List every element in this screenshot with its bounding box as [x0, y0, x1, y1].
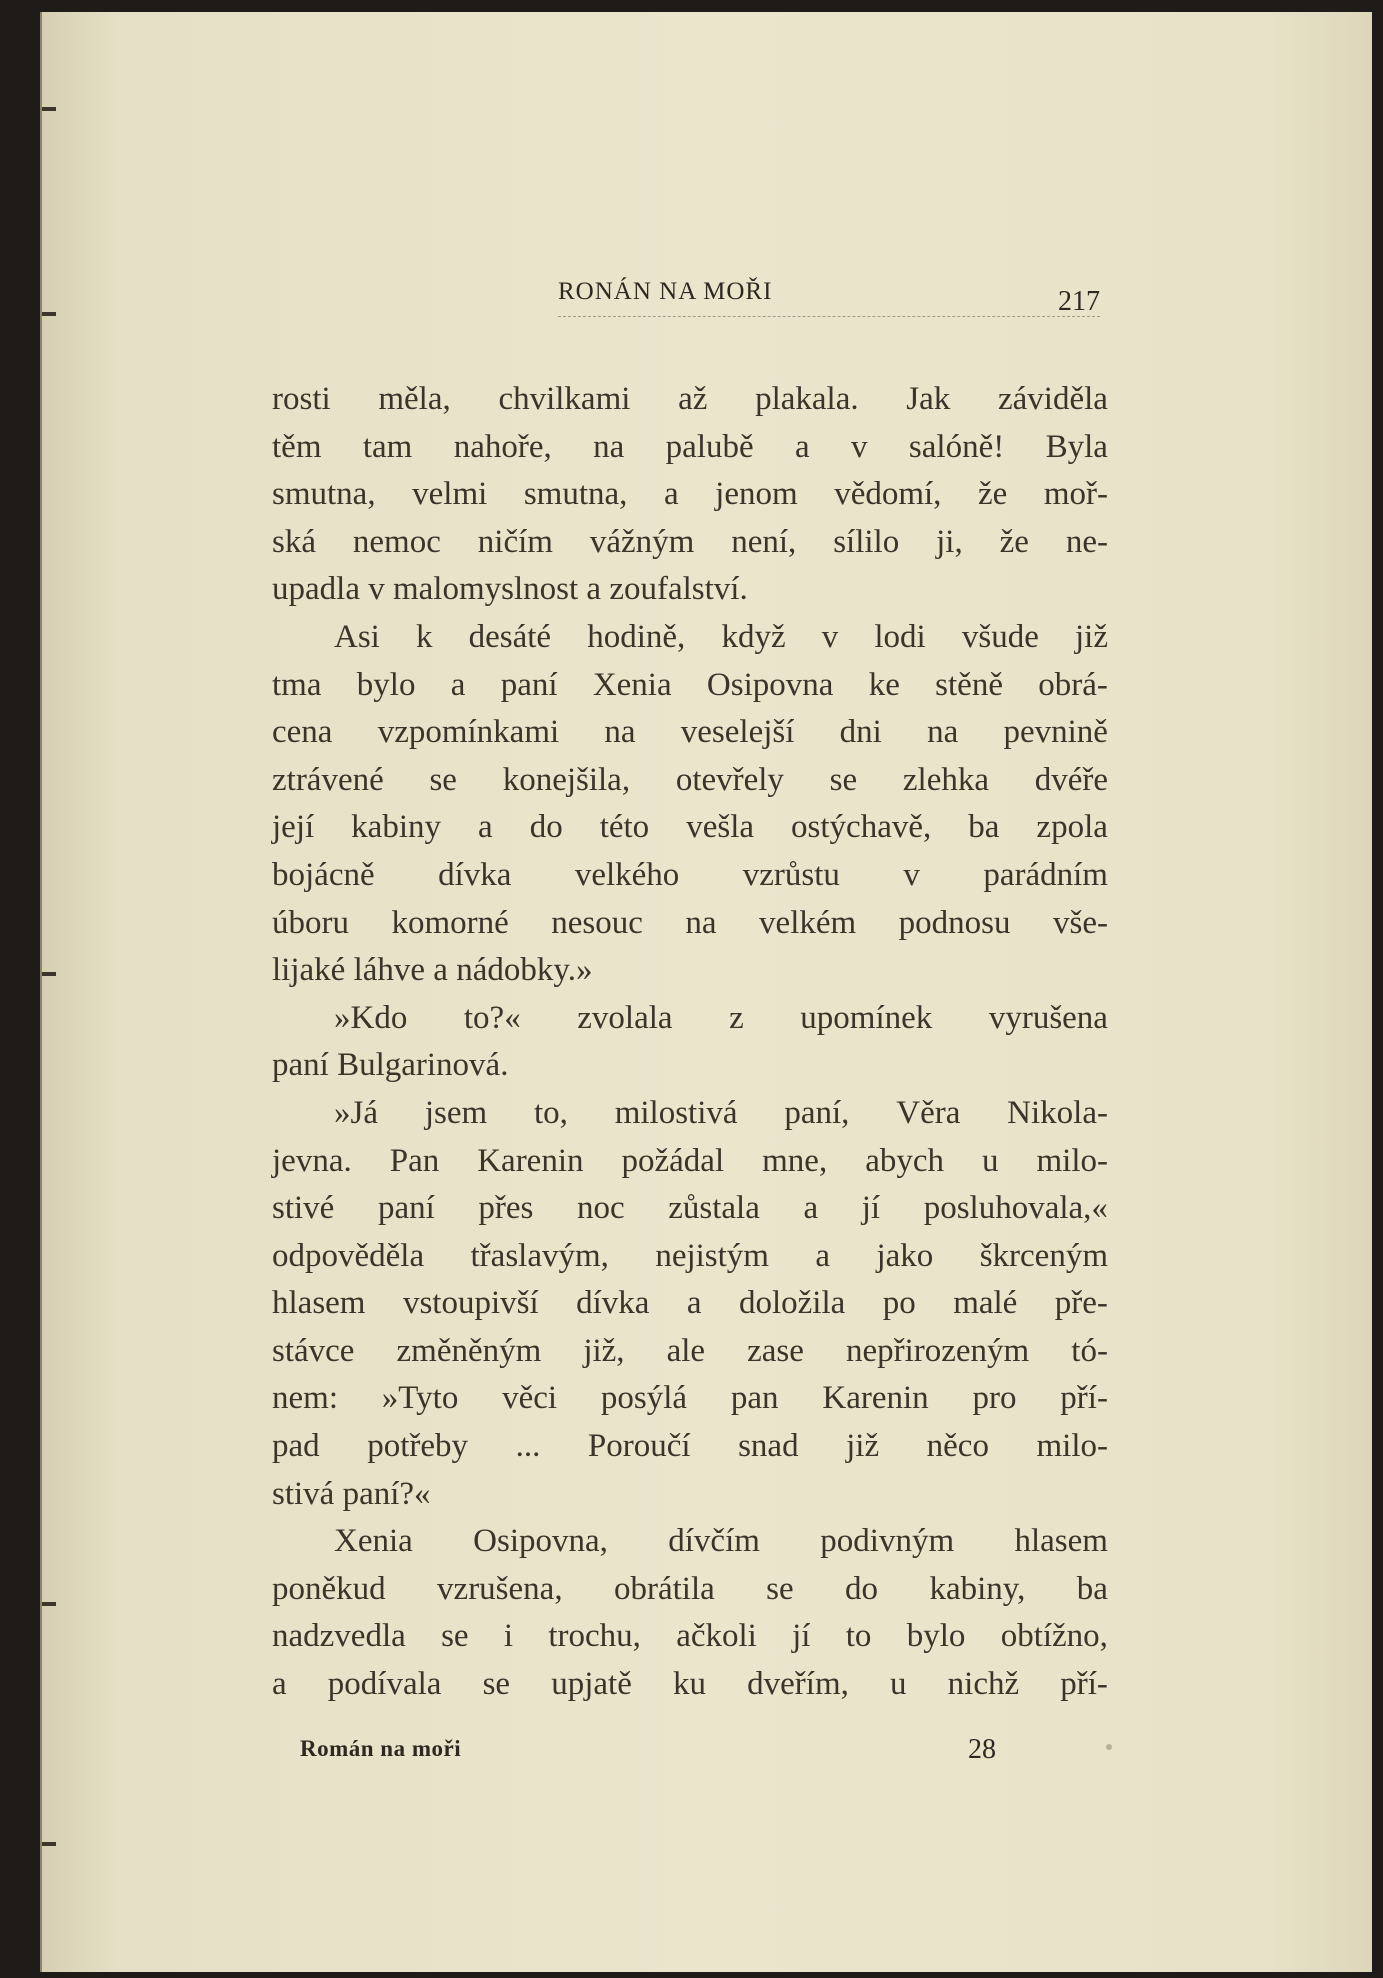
word: něco [926, 1428, 989, 1465]
word: paní [272, 1047, 338, 1084]
text-line [272, 1280, 1108, 1328]
text-line [272, 566, 1108, 614]
binding-mark [42, 312, 56, 316]
word: malomyslnost [392, 571, 587, 608]
word: vážným [589, 523, 695, 560]
text-line [272, 947, 1108, 995]
word: poněkud [272, 1570, 386, 1607]
word: vstoupivší [402, 1285, 539, 1322]
word: konejšila, [502, 761, 631, 798]
word: jí [792, 1618, 811, 1655]
text-line [272, 1423, 1108, 1471]
word: dívka [438, 856, 512, 893]
word: smutna, [272, 476, 376, 513]
word: cena [272, 714, 333, 751]
word: stivá [272, 1475, 343, 1512]
word: Pan [389, 1142, 440, 1179]
word: tó- [1071, 1332, 1108, 1369]
text-line [272, 1138, 1108, 1186]
word: ji, [936, 523, 963, 560]
word: to [845, 1618, 872, 1655]
word: nejistým [655, 1237, 769, 1274]
word: i [503, 1618, 514, 1655]
word: na [593, 428, 625, 465]
word: veselejší [680, 714, 795, 751]
word: dni [839, 714, 882, 751]
word: z [729, 999, 744, 1036]
word: podnosu [898, 904, 1011, 941]
word: Karenin [822, 1380, 929, 1417]
word: stávce [272, 1332, 355, 1369]
text-line [272, 852, 1108, 900]
word: Osipovna [706, 666, 834, 703]
word: smutna, [523, 476, 628, 513]
word: již, [583, 1332, 625, 1369]
word: této [599, 809, 650, 846]
word: obtížno, [1000, 1618, 1108, 1655]
word: po [882, 1285, 916, 1322]
word: hodině, [587, 618, 686, 655]
word: milo- [1036, 1142, 1108, 1179]
word: ale [666, 1332, 706, 1369]
word: vyrušena [988, 999, 1108, 1036]
word: dveřím, [747, 1666, 849, 1703]
word: zlehka [902, 761, 989, 798]
word: a [586, 571, 610, 608]
running-title: RONÁN NA MOŘI [558, 278, 773, 305]
word: jako [876, 1237, 934, 1274]
word: v [903, 856, 920, 893]
text-line [272, 995, 1108, 1043]
signature-number: 28 [968, 1734, 996, 1765]
word: palubě [665, 428, 754, 465]
text-line [272, 1471, 1108, 1519]
text-line [272, 1613, 1108, 1661]
word: a [478, 809, 493, 846]
word: vše- [1053, 904, 1108, 941]
word: salóně! [908, 428, 1005, 465]
word: Nikola- [1007, 1094, 1108, 1131]
word: malé [953, 1285, 1018, 1322]
word: do [845, 1570, 879, 1607]
word: vzrůstu [742, 856, 840, 893]
word: jenom [715, 476, 798, 513]
word: Xenia [334, 1523, 413, 1560]
word: odpověděla [272, 1237, 425, 1274]
word: nem: [272, 1380, 338, 1417]
word: a [815, 1237, 831, 1274]
word: se [829, 761, 858, 798]
word: nádobky.» [456, 952, 593, 989]
word: paní [500, 666, 558, 703]
word: zoufalství. [609, 571, 748, 608]
word: to, [533, 1094, 568, 1131]
word: nemoc [352, 523, 441, 560]
word: změněným [396, 1332, 542, 1369]
word: vzpomínkami [377, 714, 560, 751]
binding-mark [42, 107, 56, 111]
word: obrá- [1038, 666, 1108, 703]
word: u [890, 1666, 907, 1703]
word: hlasem [272, 1285, 366, 1322]
word: zpola [1036, 809, 1108, 846]
word: hlasem [1014, 1523, 1108, 1560]
word: velkém [759, 904, 857, 941]
word: vědomí, [834, 476, 942, 513]
word: pevnině [1003, 714, 1108, 751]
text-line [272, 1328, 1108, 1376]
word: úboru [272, 904, 349, 941]
page-footer [300, 1734, 1130, 1774]
text-line [272, 1185, 1108, 1233]
word: lodi [874, 618, 926, 655]
word: nichž [947, 1666, 1020, 1703]
word: v [851, 428, 868, 465]
word: a [272, 1666, 287, 1703]
word: nadzvedla [272, 1618, 406, 1655]
word: velkého [574, 856, 680, 893]
binding-mark [42, 1602, 56, 1606]
word: »Tyto [381, 1380, 459, 1417]
word: komorné [391, 904, 509, 941]
word: obrátila [613, 1570, 715, 1607]
word: věci [502, 1380, 558, 1417]
word: a [803, 1190, 819, 1227]
word: ačkoli [676, 1618, 757, 1655]
word: ne- [1065, 523, 1108, 560]
text-line [272, 614, 1108, 662]
text-line [272, 804, 1108, 852]
word: ostýchavě, [791, 809, 932, 846]
word: stivé [272, 1190, 335, 1227]
word: milo- [1036, 1428, 1108, 1465]
text-line [272, 709, 1108, 757]
word: záviděla [997, 381, 1108, 417]
word: ničím [477, 523, 553, 560]
word: již [1075, 618, 1108, 655]
word: parádním [983, 856, 1108, 893]
word: paní?« [342, 1475, 431, 1512]
word: měla, [378, 381, 451, 417]
word: lijaké [272, 952, 354, 989]
word: kabiny [351, 809, 441, 846]
word: pad [272, 1428, 320, 1465]
word: to?« [463, 999, 521, 1036]
word: Osipovna, [473, 1523, 608, 1560]
word: pan [730, 1380, 779, 1417]
word: se [429, 761, 457, 798]
word: desáté [468, 618, 552, 655]
word: plakala. [755, 381, 859, 417]
word: nepřirozeným [845, 1332, 1030, 1369]
page-header [268, 278, 1100, 318]
word: posýlá [600, 1380, 688, 1417]
word: na [685, 904, 717, 941]
text-line [272, 424, 1108, 472]
word: že [977, 476, 1008, 513]
word: třaslavým, [470, 1237, 609, 1274]
word: noc [576, 1190, 625, 1227]
word: se [482, 1666, 511, 1703]
word: snad [738, 1428, 799, 1465]
word: láhve [353, 952, 434, 989]
binding-mark [42, 972, 56, 976]
word: velmi [412, 476, 488, 513]
word: upomínek [800, 999, 933, 1036]
word: pří- [1060, 1666, 1108, 1703]
word: ke [868, 666, 900, 703]
word: ... [515, 1428, 541, 1465]
word: Jak [906, 381, 951, 417]
word: všude [961, 618, 1039, 655]
text-line [272, 1042, 1108, 1090]
text-line [272, 900, 1108, 948]
word: upjatě [551, 1666, 632, 1703]
word: dvéře [1034, 761, 1108, 798]
text-line [272, 662, 1108, 710]
word: jí [861, 1190, 881, 1227]
word: když [721, 618, 786, 655]
word: posluhovala,« [923, 1190, 1108, 1227]
word: její [272, 809, 315, 846]
word: vzrušena, [437, 1570, 563, 1607]
text-line [272, 1090, 1108, 1138]
word: ba [968, 809, 1000, 846]
word: až [678, 381, 708, 417]
word: paní, [784, 1094, 850, 1131]
word: ztrávené [272, 761, 384, 798]
word: Poroučí [587, 1428, 691, 1465]
word: tma [272, 666, 322, 703]
word: pří- [1060, 1380, 1108, 1417]
word: sílilo [833, 523, 900, 560]
word: dívčím [668, 1523, 760, 1560]
footer-title: Román na moři [300, 1736, 462, 1761]
word: na [927, 714, 959, 751]
word: se [766, 1570, 794, 1607]
word: chvilkami [498, 381, 631, 417]
word: že [999, 523, 1029, 560]
word: mne, [762, 1142, 828, 1179]
word: bojácně [272, 856, 375, 893]
paper-speck [1106, 1744, 1112, 1750]
text-line [272, 376, 1108, 424]
word: se [441, 1618, 469, 1655]
word: milostivá [614, 1094, 738, 1131]
word: potřeby [367, 1428, 469, 1465]
word: jevna. [272, 1142, 352, 1179]
text-line [272, 1661, 1108, 1709]
word: ku [673, 1666, 706, 1703]
word: abych [865, 1142, 944, 1179]
text-line [272, 1375, 1108, 1423]
word: moř- [1043, 476, 1108, 513]
word: zvolala [577, 999, 673, 1036]
word: podívala [327, 1666, 442, 1703]
word: již [846, 1428, 880, 1465]
word: zase [747, 1332, 804, 1369]
word: ba [1076, 1570, 1108, 1607]
word: u [982, 1142, 999, 1179]
word: na [604, 714, 636, 751]
word: škrceným [979, 1237, 1108, 1274]
word: stěně [935, 666, 1003, 703]
word: pře- [1054, 1285, 1108, 1322]
word: kabiny, [929, 1570, 1026, 1607]
word: »Já [334, 1094, 378, 1131]
word: rosti [272, 381, 331, 417]
word: Věra [896, 1094, 961, 1131]
word: pro [972, 1380, 1017, 1417]
word: nesouc [551, 904, 643, 941]
word: Xenia [592, 666, 672, 703]
word: v [821, 618, 839, 655]
word: jsem [424, 1094, 488, 1131]
word: bylo [906, 1618, 966, 1655]
word: tam [362, 428, 413, 465]
word: vešla [686, 809, 755, 846]
word: nahoře, [453, 428, 552, 465]
header-rule [558, 316, 1100, 318]
text-line [272, 519, 1108, 567]
word: Byla [1045, 428, 1108, 465]
text-line [272, 471, 1108, 519]
word: a [795, 428, 810, 465]
text-line [272, 757, 1108, 805]
word: není, [731, 523, 797, 560]
word: paní [377, 1190, 435, 1227]
binding-mark [42, 1842, 56, 1846]
word: otevřely [675, 761, 784, 798]
word: podivným [820, 1523, 955, 1560]
word: do [529, 809, 563, 846]
word: a [686, 1285, 702, 1322]
text-line [272, 1233, 1108, 1281]
word: zůstala [668, 1190, 760, 1227]
word: a [663, 476, 679, 513]
word: těm [272, 428, 322, 465]
word: požádal [621, 1142, 725, 1179]
word: v [368, 571, 393, 608]
word: Karenin [477, 1142, 584, 1179]
page-number: 217 [1058, 286, 1100, 317]
word: přes [478, 1190, 534, 1227]
text-line [272, 1518, 1108, 1566]
word: Bulgarinová. [337, 1047, 509, 1084]
word: »Kdo [334, 999, 408, 1036]
word: trochu, [548, 1618, 641, 1655]
word: Asi [334, 618, 380, 655]
word: upadla [272, 571, 369, 608]
word: a [450, 666, 466, 703]
word: ská [272, 523, 316, 560]
word: a [433, 952, 457, 989]
word: dívka [576, 1285, 650, 1322]
word: bylo [356, 666, 416, 703]
word: k [415, 618, 433, 655]
body-text [272, 376, 1108, 1709]
text-line [272, 1566, 1108, 1614]
word: doložila [738, 1285, 846, 1322]
